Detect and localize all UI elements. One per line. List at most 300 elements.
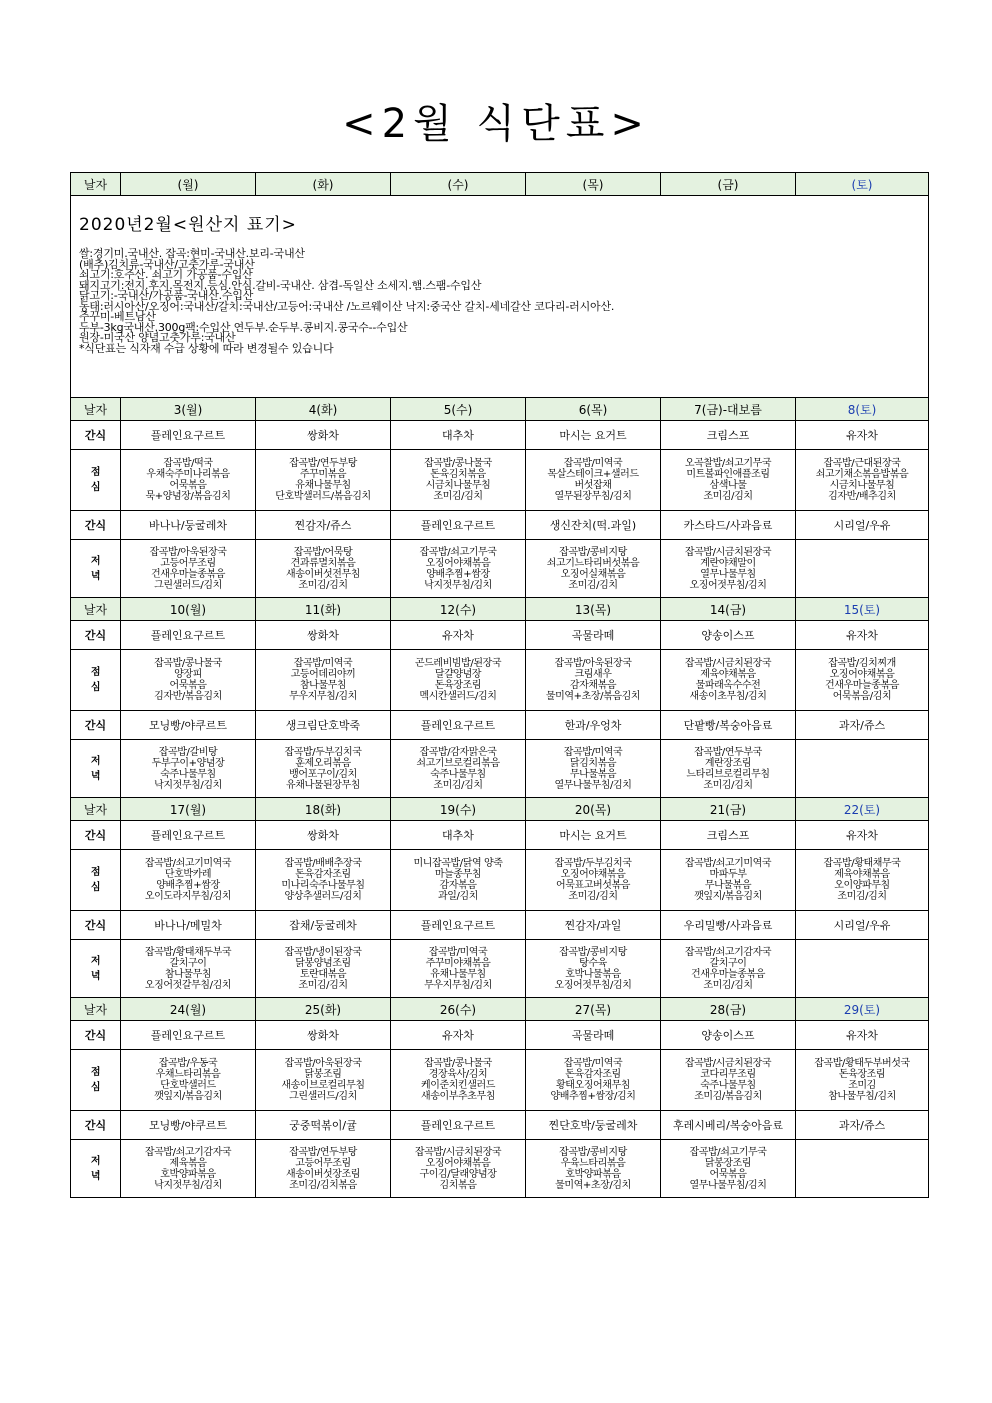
- menu-item: 미니잡곡밥/닭역 양죽: [413, 858, 503, 869]
- menu-item: 김자반/볶음김치: [154, 691, 222, 702]
- menu-item: 탕수육: [579, 957, 607, 969]
- menu-item: 참나물무침/김치: [828, 1091, 896, 1102]
- menu-item: 무나물볶음: [569, 768, 617, 780]
- menu-item: 제육야채볶음: [700, 669, 756, 680]
- menu-item: 무나물볶음: [704, 880, 752, 891]
- snack-cell: 유자차: [796, 1021, 929, 1050]
- snack-cell: 쌍화차: [256, 621, 391, 650]
- menu-item: 잡곡밥/쇠고기감자국: [144, 1146, 232, 1158]
- lunch-cell: [391, 1050, 526, 1111]
- dinner-cell: [796, 740, 929, 798]
- menu-item: 마늘종무침: [434, 869, 482, 880]
- dinner-cell: [661, 540, 796, 598]
- origin-row: [71, 196, 929, 398]
- menu-item: 조미김/김치: [298, 979, 348, 991]
- menu-item: 잡곡밥/콩나물국: [424, 458, 492, 469]
- snack-label: 간식: [71, 421, 121, 450]
- dinner-cell: [256, 1140, 391, 1198]
- dinner-cell: [121, 540, 256, 598]
- menu-item: 잡곡밥/황태채두부국: [144, 946, 232, 958]
- menu-item: 무우지무침/김치: [289, 691, 357, 702]
- lunch-row: [71, 850, 929, 911]
- lunch-cell: [661, 1050, 796, 1111]
- lunch-label-char: 점: [90, 1067, 101, 1078]
- menu-item: 양상추샐러드/김치: [284, 891, 362, 902]
- menu-item: 잡곡밥/아욱된장국: [284, 1058, 362, 1069]
- menu-item: 숙주나물무침: [700, 1080, 756, 1091]
- menu-item: 잡곡밥/두부김치국: [284, 746, 362, 758]
- menu-item: 참나물무침: [299, 680, 347, 691]
- menu-item: 훈제오리볶음: [295, 757, 351, 769]
- menu-item: 오징어야채볶음: [560, 869, 626, 880]
- dinner-cell: [256, 740, 391, 798]
- origin-line: 돼지고기:전지.후지.목전지.등심.안심.갈비-국내산. 삼겹-독일산 소세지.햄.스팸-수입산: [79, 278, 482, 292]
- menu-item: 단호박카레: [164, 869, 212, 880]
- menu-item: 어묵표고버섯볶음: [555, 880, 631, 891]
- menu-item: 오징어야채볶음: [829, 669, 895, 680]
- menu-item: 잡곡밥/시금치된장국: [684, 546, 772, 558]
- date-cell: 3(월): [121, 398, 256, 421]
- dinner-cell: [391, 740, 526, 798]
- menu-item: 조미김/김치볶음: [289, 1179, 357, 1191]
- lunch-label-char: 심: [90, 1082, 101, 1093]
- origin-line: 쌀:경기미.국내산. 잡곡:현미-국내산.보리-국내산: [79, 247, 305, 260]
- menu-item: 새송이브로컬리무침: [281, 1080, 365, 1091]
- origin-lines: [79, 249, 922, 354]
- menu-item: 깻잎지/볶음김치: [154, 1091, 222, 1102]
- menu-item: 갈치구이: [709, 957, 747, 969]
- date-cell: 18(화): [256, 798, 391, 821]
- snack-row: [71, 1021, 929, 1050]
- menu-item: 잡곡밥/김치찌개: [828, 658, 896, 669]
- menu-item: 잡곡밥/연두부탕: [289, 1146, 357, 1158]
- menu-item: 건새우마늘종볶음: [690, 968, 766, 980]
- menu-item: 쇠고기브로컬리볶음: [416, 757, 500, 769]
- dinner-label: [71, 740, 121, 798]
- snack-cell: 플레인요구르트: [121, 621, 256, 650]
- menu-item: 그린샐러드/김치: [289, 1091, 357, 1102]
- menu-item: 우육느타리볶음: [560, 1157, 626, 1169]
- lunch-cell: [796, 1050, 929, 1111]
- lunch-cell: [796, 450, 929, 511]
- lunch-cell: [526, 1050, 661, 1111]
- lunch-cell: [526, 850, 661, 911]
- menu-item: 새송이버섯전무침: [285, 568, 361, 580]
- date-cell: 17(월): [121, 798, 256, 821]
- menu-item: 잡곡밥/우동국: [158, 1058, 218, 1069]
- menu-item: 양배추찜+쌈장: [156, 880, 220, 891]
- snack-cell: 쌍화차: [256, 421, 391, 450]
- day-header: (화): [256, 173, 391, 196]
- menu-item: 미나리숙주나물무침: [281, 880, 365, 891]
- menu-item: 조미김/볶음김치: [694, 1091, 762, 1102]
- menu-item: 숙주나물무침: [430, 768, 486, 780]
- menu-table: [70, 172, 929, 1198]
- snack-label: 간식: [71, 821, 121, 850]
- snack-cell: 궁중떡볶이/귤: [256, 1111, 391, 1140]
- menu-item: 잡곡밥/콩비지탕: [559, 546, 627, 558]
- date-cell: 26(수): [391, 998, 526, 1021]
- dinner-cell: [796, 540, 929, 598]
- menu-item: 돈육장조림: [838, 1069, 886, 1080]
- lunch-cell: [256, 1050, 391, 1111]
- dinner-label-char: 녁: [90, 570, 101, 582]
- day-header: (수): [391, 173, 526, 196]
- snack-cell: 한과/우엉차: [526, 711, 661, 740]
- lunch-cell: [796, 850, 929, 911]
- menu-item: 잡곡밥/어묵탕: [293, 546, 353, 558]
- menu-item: 우채숙주미나리볶음: [146, 469, 230, 480]
- menu-item: 돈육감자조림: [295, 869, 351, 880]
- menu-item: 과일/김치: [437, 891, 478, 902]
- date-cell: 21(금): [661, 798, 796, 821]
- menu-item: 유채나물무침: [430, 968, 486, 980]
- snack-cell: 플레인요구르트: [391, 1111, 526, 1140]
- date-cell: 11(화): [256, 598, 391, 621]
- snack-cell: 찐감자/과일: [526, 911, 661, 940]
- snack-cell: 플레인요구르트: [391, 511, 526, 540]
- menu-item: 잡곡밥/쇠고기감자국: [684, 946, 772, 958]
- date-row: [71, 998, 929, 1021]
- snack-label: 간식: [71, 911, 121, 940]
- snack-cell: 과자/쥬스: [796, 711, 929, 740]
- menu-item: 잡곡밥/콩나물국: [424, 1058, 492, 1069]
- menu-item: 참나물무침: [164, 968, 212, 980]
- date-label: 날자: [71, 598, 121, 621]
- menu-item: 오징어야채볶음: [425, 1157, 491, 1169]
- lunch-cell: [526, 450, 661, 511]
- lunch-cell: [256, 450, 391, 511]
- lunch-label-char: 점: [90, 867, 101, 878]
- dinner-cell: [661, 1140, 796, 1198]
- lunch-label-char: 심: [90, 682, 101, 693]
- menu-item: 오징어젓갈무침/김치: [144, 979, 232, 991]
- page-title: <2월 식단표>: [342, 101, 650, 147]
- menu-item: 잡곡밥/황태두부버섯국: [814, 1058, 910, 1069]
- snack-cell: 찐감자/쥬스: [256, 511, 391, 540]
- menu-item: 갈치구이: [169, 957, 207, 969]
- dinner-cell: [256, 540, 391, 598]
- date-label: 날자: [71, 398, 121, 421]
- menu-item: 조미김/김치: [703, 491, 753, 502]
- menu-item: 달걀양념장: [434, 669, 482, 680]
- snack-cell: 모닝빵/야쿠르트: [121, 1111, 256, 1140]
- menu-item: 잡곡밥/배배추장국: [284, 858, 362, 869]
- menu-item: 새송이부추초무침: [420, 1091, 496, 1102]
- lunch-cell: [391, 850, 526, 911]
- menu-item: 그린샐러드/김치: [154, 579, 222, 591]
- dinner-cell: [526, 540, 661, 598]
- lunch-cell: [391, 450, 526, 511]
- snack-cell: 카스타드/사과음료: [661, 511, 796, 540]
- dinner-label: [71, 540, 121, 598]
- menu-item: 닭봉양념조림: [295, 957, 351, 969]
- menu-item: 오징어야채볶음: [425, 557, 491, 569]
- menu-item: 버섯잡채: [574, 480, 612, 491]
- menu-item: 목살스테이크+샐러드: [547, 469, 639, 480]
- date-cell: 20(목): [526, 798, 661, 821]
- dinner-label: [71, 940, 121, 998]
- menu-item: 미트볼파인애플조림: [686, 469, 770, 480]
- date-cell: 5(수): [391, 398, 526, 421]
- menu-item: 크림새우: [574, 669, 612, 680]
- menu-item: 물미역+초장/김치: [555, 1179, 631, 1191]
- lunch-cell: [121, 850, 256, 911]
- menu-item: 잡곡밥/냉이된장국: [284, 946, 362, 958]
- menu-item: 건새우마늘종볶음: [824, 680, 900, 691]
- menu-item: 어묵볶음: [169, 680, 207, 691]
- menu-item: 유채나물된장무침: [285, 779, 361, 791]
- menu-item: 어묵볶음: [169, 480, 207, 491]
- menu-item: 잡곡밥/쇠고기미역국: [144, 858, 232, 869]
- menu-item: 계란야채말이: [700, 557, 756, 569]
- snack-label: 간식: [71, 511, 121, 540]
- dinner-cell: [661, 740, 796, 798]
- snack-cell: 양송이스프: [661, 1021, 796, 1050]
- menu-item: 닭봉조림: [304, 1069, 342, 1080]
- dinner-label-char: 녁: [90, 1170, 101, 1182]
- snack-cell: 플레인요구르트: [121, 421, 256, 450]
- menu-item: 잡곡밥/쇠고기무국: [419, 546, 497, 558]
- dinner-cell: [121, 740, 256, 798]
- menu-item: 닭김치볶음: [569, 757, 617, 769]
- lunch-row: [71, 1050, 929, 1111]
- menu-item: 김자반/배추김치: [828, 491, 896, 502]
- dinner-cell: [121, 1140, 256, 1198]
- snack-cell: 곡물라떼: [526, 1021, 661, 1050]
- snack-cell: 유자차: [391, 1021, 526, 1050]
- lunch-cell: [121, 1050, 256, 1111]
- lunch-label-char: 심: [90, 482, 101, 493]
- menu-item: 잡곡밥/쇠고기미역국: [684, 858, 772, 869]
- menu-item: 잡곡밥/근대된장국: [823, 458, 901, 469]
- snack-cell: 시리얼/우유: [796, 911, 929, 940]
- menu-item: 돈육감자조림: [565, 1069, 621, 1080]
- date-cell: 24(월): [121, 998, 256, 1021]
- menu-item: 잡곡밥/미역국: [428, 946, 488, 958]
- dinner-cell: [526, 740, 661, 798]
- date-cell: 12(수): [391, 598, 526, 621]
- lunch-cell: [256, 850, 391, 911]
- menu-item: 고등어데리야끼: [290, 669, 356, 680]
- menu-item: 열무된장무침/김치: [554, 491, 632, 502]
- lunch-row: [71, 650, 929, 711]
- menu-item: 마파두부: [709, 869, 747, 880]
- menu-item: 조미김/김치: [703, 779, 753, 791]
- menu-item: 물파래옥수수전: [695, 680, 761, 691]
- dinner-cell: [526, 1140, 661, 1198]
- dinner-cell: [526, 940, 661, 998]
- menu-item: 잡곡밥/시금치된장국: [684, 1058, 772, 1069]
- menu-item: 경장육사/김치: [428, 1069, 488, 1080]
- menu-item: 조미김/김치: [703, 979, 753, 991]
- menu-item: 호박양파볶음: [565, 1168, 621, 1180]
- lunch-cell: [661, 850, 796, 911]
- snack-cell: 유자차: [796, 621, 929, 650]
- origin-line: 두부-3kg국내산.300g팩:수입산 연두부.순두부.콩비지.콩국수--수입산: [79, 320, 408, 334]
- menu-item: 잡곡밥/미역국: [293, 658, 353, 669]
- menu-item: 단호박샐러드/볶음김치: [275, 491, 371, 502]
- menu-item: 열무나물무침/김치: [689, 1179, 767, 1191]
- dinner-cell: [661, 940, 796, 998]
- menu-item: 쇠고기채소볶음밥볶음: [815, 469, 909, 480]
- snack-cell: 유자차: [796, 821, 929, 850]
- snack-cell: 우리밀빵/사과음료: [661, 911, 796, 940]
- date-cell: 28(금): [661, 998, 796, 1021]
- menu-item: 계란장조림: [704, 757, 752, 769]
- lunch-cell: [256, 650, 391, 711]
- snack-cell: 후레시베리/복숭아음료: [661, 1111, 796, 1140]
- menu-item: 주꾸미볶음: [299, 469, 347, 480]
- lunch-label: [71, 850, 121, 911]
- dinner-cell: [391, 1140, 526, 1198]
- snack-cell: 유자차: [391, 621, 526, 650]
- dinner-label: [71, 1140, 121, 1198]
- dinner-row: [71, 1140, 929, 1198]
- menu-item: 우채느타리볶음: [155, 1069, 221, 1080]
- menu-item: 잡곡밥/미역국: [563, 746, 623, 758]
- dinner-cell: [121, 940, 256, 998]
- snack-cell: 플레인요구르트: [121, 821, 256, 850]
- snack-cell: 찐단호박/둥굴레차: [526, 1111, 661, 1140]
- date-row: [71, 598, 929, 621]
- date-label: 날자: [71, 798, 121, 821]
- menu-item: 잡곡밥/아욱된장국: [149, 546, 227, 558]
- date-label: 날자: [71, 998, 121, 1021]
- menu-item: 잡곡밥/아욱된장국: [554, 658, 632, 669]
- dinner-label-char: 저: [90, 555, 101, 567]
- snack-cell: 과자/쥬스: [796, 1111, 929, 1140]
- origin-line: 동태:러시아산/오징어:국내산/갈치:국내산/고등어:국내산 /노르웨이산 낙지:중국산 갈치-세네갈산 코다리-러시아산.: [79, 299, 615, 313]
- menu-item: 돈육장조림: [434, 680, 482, 691]
- menu-item: 무우지무침/김치: [424, 979, 492, 991]
- menu-item: 양배추찜+쌈장/김치: [550, 1091, 636, 1102]
- dinner-label-char: 녁: [90, 970, 101, 982]
- menu-item: 견과류멸치볶음: [290, 557, 356, 569]
- menu-item: 조미김/김치: [298, 579, 348, 591]
- snack-cell: 대추차: [391, 421, 526, 450]
- lunch-cell: [121, 450, 256, 511]
- menu-item: 오이도라지무침/김치: [144, 891, 232, 902]
- dinner-label-char: 저: [90, 955, 101, 967]
- date-cell: 27(목): [526, 998, 661, 1021]
- snack-row: [71, 821, 929, 850]
- dinner-cell: [796, 1140, 929, 1198]
- menu-item: 고등어무조림: [295, 1157, 351, 1169]
- dinner-label-char: 녁: [90, 770, 101, 782]
- lunch-row: [71, 450, 929, 511]
- menu-item: 뱅어포구이/김치: [289, 768, 357, 780]
- menu-item: 잡곡밥/콩나물국: [154, 658, 222, 669]
- snack-row: [71, 711, 929, 740]
- menu-item: 물미역+초장/볶음김치: [545, 691, 641, 702]
- menu-item: 시금치나물무침: [829, 480, 895, 491]
- date-cell: 14(금): [661, 598, 796, 621]
- menu-item: 어묵볶음: [709, 1168, 747, 1180]
- lunch-cell: [121, 650, 256, 711]
- menu-item: 조미김: [848, 1080, 876, 1091]
- menu-item: 낙지젓무침/김치: [154, 779, 222, 791]
- menu-item: 열무나물무침: [700, 568, 756, 580]
- dinner-row: [71, 940, 929, 998]
- menu-item: 조미김/김치: [433, 779, 483, 791]
- snack-label: 간식: [71, 1021, 121, 1050]
- menu-item: 오징어젓무침/김치: [554, 979, 632, 991]
- menu-item: 돈육김치볶음: [430, 469, 486, 480]
- lunch-cell: [526, 650, 661, 711]
- menu-item: 깻잎지/볶음김치: [694, 891, 762, 902]
- dinner-cell: [391, 940, 526, 998]
- snack-cell: 모닝빵/야쿠르트: [121, 711, 256, 740]
- date-cell-saturday: 29(토): [796, 998, 929, 1021]
- menu-item: 황태오징어채무침: [555, 1080, 631, 1091]
- menu-item: 조미김/김치: [837, 891, 887, 902]
- lunch-label: [71, 650, 121, 711]
- date-cell: 25(화): [256, 998, 391, 1021]
- menu-item: 잡곡밥/두부김치국: [554, 858, 632, 869]
- snack-cell: 생크림단호박죽: [256, 711, 391, 740]
- snack-cell: 시리얼/우유: [796, 511, 929, 540]
- dinner-row: [71, 540, 929, 598]
- origin-title: 2020년2월<원산지 표기>: [79, 215, 297, 235]
- snack-label: 간식: [71, 1111, 121, 1140]
- menu-item: 고등어무조림: [160, 557, 216, 569]
- menu-item: 숙주나물무침: [160, 768, 216, 780]
- menu-item: 구이김/달래양념장: [419, 1168, 497, 1180]
- menu-item: 조미김/김치: [433, 491, 483, 502]
- snack-cell: 양송이스프: [661, 621, 796, 650]
- menu-item: 잡곡밥/연두부탕: [289, 458, 357, 469]
- menu-item: 감자채볶음: [569, 680, 617, 691]
- date-cell-saturday: 15(토): [796, 598, 929, 621]
- menu-item: 코다리무조림: [700, 1069, 756, 1080]
- date-cell: 4(화): [256, 398, 391, 421]
- menu-item: 잡곡밥/감자맑은국: [419, 746, 497, 758]
- menu-item: 두부구이+양념장: [151, 757, 225, 769]
- menu-item: 묵+양념장/볶음김치: [145, 491, 231, 502]
- snack-cell: 마시는 요거트: [526, 421, 661, 450]
- menu-item: 감자볶음: [439, 880, 477, 891]
- menu-item: 잡곡밥/콩비지탕: [559, 946, 627, 958]
- menu-item: 오이양파무침: [834, 880, 890, 891]
- snack-cell: 쌍화차: [256, 1021, 391, 1050]
- snack-cell: 크림스프: [661, 421, 796, 450]
- menu-item: 쇠고기느타리버섯볶음: [546, 557, 640, 569]
- menu-item: 잡곡밥/시금치된장국: [684, 658, 772, 669]
- menu-item: 잡곡밥/시금치된장국: [414, 1146, 502, 1158]
- snack-cell: 바나나/둥굴레차: [121, 511, 256, 540]
- date-row: [71, 798, 929, 821]
- snack-cell: 단팥빵/복숭아음료: [661, 711, 796, 740]
- menu-item: 잡곡밥/미역국: [563, 1058, 623, 1069]
- snack-cell: 잡채/둥굴레차: [256, 911, 391, 940]
- lunch-label: [71, 450, 121, 511]
- lunch-label-char: 심: [90, 882, 101, 893]
- lunch-cell: [661, 650, 796, 711]
- menu-item: 제육야채볶음: [834, 869, 890, 880]
- date-row: [71, 398, 929, 421]
- snack-cell: 플레인요구르트: [391, 911, 526, 940]
- origin-line: 닭고기:-국내산/가공품-국내산.수입산: [79, 289, 254, 302]
- snack-row: [71, 621, 929, 650]
- date-cell: 10(월): [121, 598, 256, 621]
- menu-item: 잡곡밥/미역국: [563, 458, 623, 469]
- menu-item: 잡곡밥/쇠고기무국: [689, 1146, 767, 1158]
- date-cell: 7(금)-대보름: [661, 398, 796, 421]
- dinner-row: [71, 740, 929, 798]
- menu-item: 시금치나물무침: [425, 480, 491, 491]
- menu-item: 새송이초무침/김치: [689, 691, 767, 702]
